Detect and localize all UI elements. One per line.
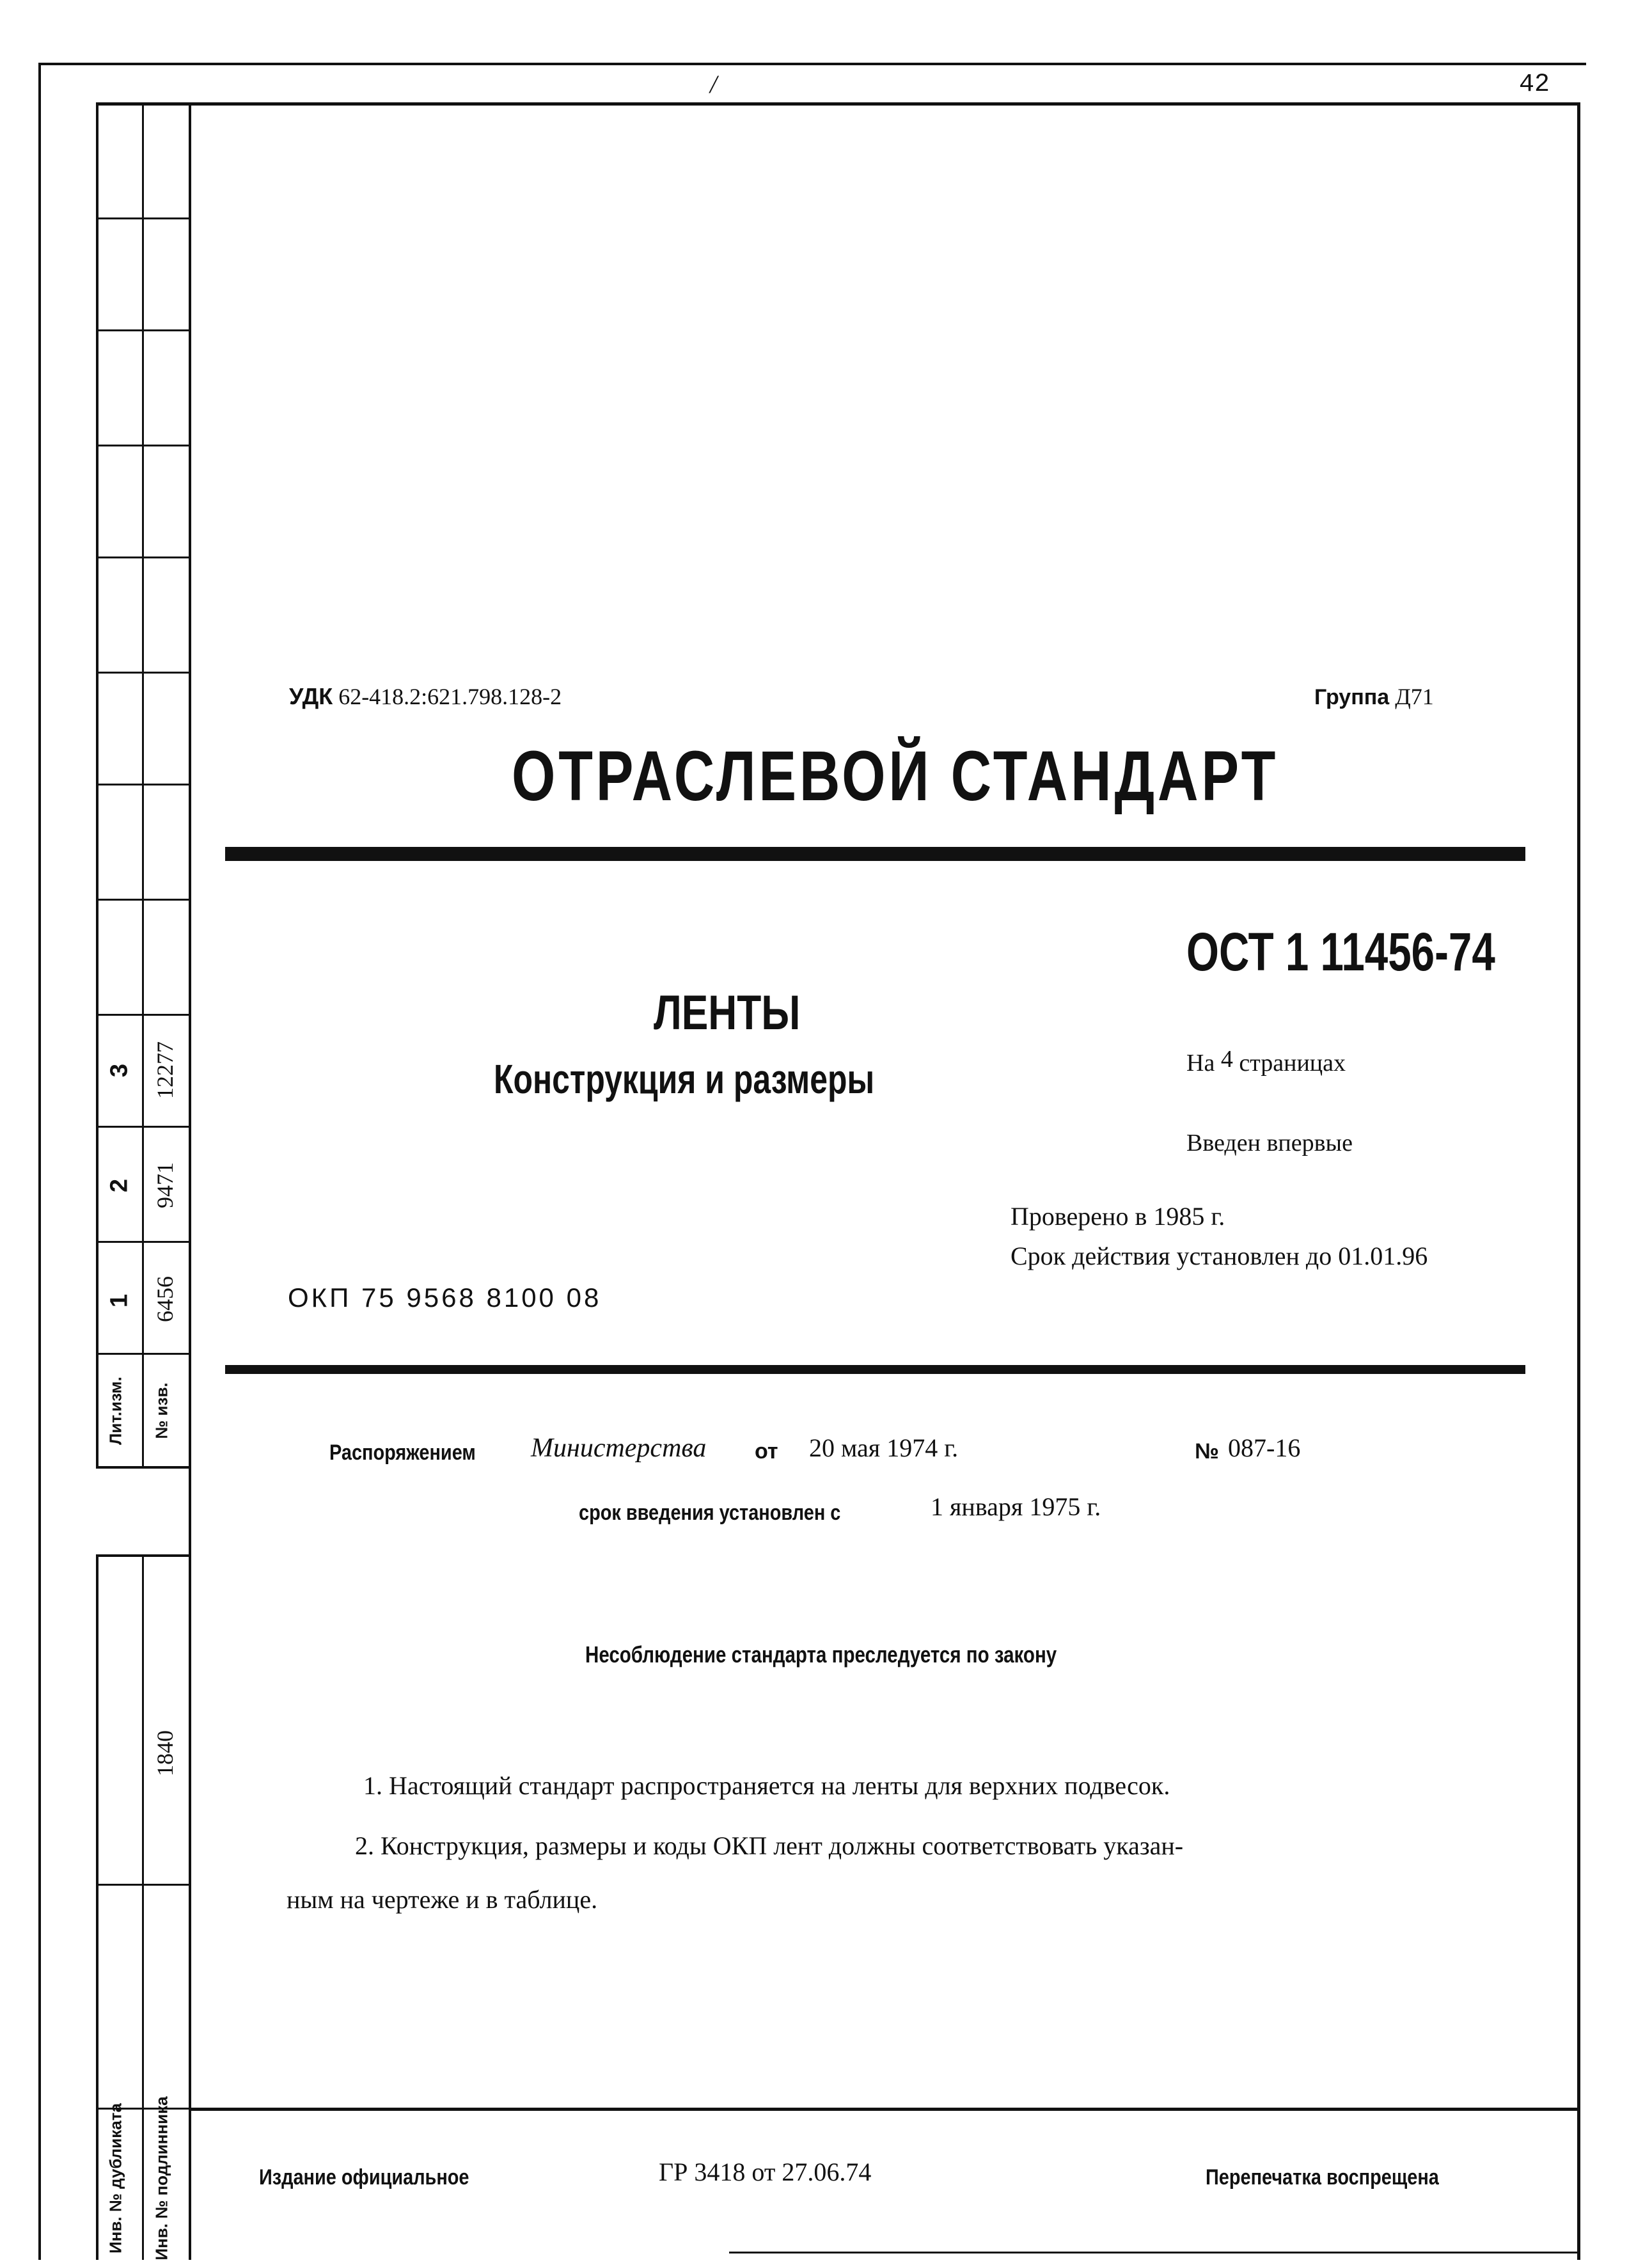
side-grid-line [96,556,191,558]
pages-prefix: На [1186,1050,1215,1077]
side-grid-line [96,1241,191,1243]
side-grid-line [96,1126,191,1128]
side-grid-line [96,217,191,219]
side-grid-line [96,329,191,331]
side-number-3: 12277 [152,1041,178,1099]
order-label: Распоряжением [329,1440,476,1465]
title-subtitle: Конструкция и размеры [494,1056,875,1102]
standard-title: ОТРАСЛЕВОЙ СТАНДАРТ [512,737,1279,816]
side-label-lit: Лит.изм. [106,1377,125,1445]
frame-top-outer [38,63,1586,65]
udk-value: 62-418.2:621.798.128-2 [338,684,562,709]
bottom-stub-line [729,2252,1580,2253]
side-lower-top [96,1554,191,1557]
side-grid-line [96,784,191,785]
okp: ОКП 75 9568 8100 08 [288,1282,602,1313]
pages-num: 4 [1220,1046,1233,1073]
side-grid-line [96,1884,191,1886]
page-number: 42 [1519,70,1550,99]
side-grid-line [96,445,191,446]
side-number-2: 9471 [152,1162,178,1208]
paragraph-2-line2: ным на чертеже и в таблице. [287,1885,598,1914]
footer-edition: Издание официальное [259,2165,469,2190]
side-dup-value: 1840 [152,1730,178,1776]
footer-gr: ГР 3418 от 27.06.74 [659,2158,872,2186]
frame-right [1577,102,1580,2260]
pages-line [1186,1046,1346,1077]
side-col-mid-lower [142,1554,144,2260]
side-grid-line [96,1466,191,1469]
thick-rule-top [225,847,1525,861]
pages-suffix: страницах [1239,1050,1346,1077]
frame-top-inner [96,102,1580,106]
footer-reprint: Перепечатка воспрещена [1206,2165,1439,2190]
group-line [1314,683,1434,710]
order-ministry: Министерства [531,1433,707,1463]
designation: ОСТ 1 11456-74 [1186,922,1495,982]
checked: Проверено в 1985 г. [1011,1202,1225,1231]
side-change-2: 2 [106,1178,133,1193]
side-label-num: № изв. [152,1382,171,1439]
order-from-label: от [755,1439,778,1464]
side-label-inv-orig: Инв. № подлинника [152,2096,171,2261]
order-date: 20 мая 1974 г. [809,1433,959,1462]
top-mark: / [710,70,718,99]
paragraph-2-line1: 2. Конструкция, размеры и коды ОКП лент должны соответствовать указан- [355,1831,1184,1860]
frame-left-inner [189,102,191,2260]
paragraph-1: 1. Настоящий стандарт распространяется на ленты для верхних подвесок. [363,1771,1170,1800]
term-label: срок введения установлен с [579,1501,841,1525]
title-main: ЛЕНТЫ [654,986,801,1040]
validity: Срок действия установлен до 01.01.96 [1011,1242,1428,1270]
group-label: Группа [1314,685,1390,709]
group-value: Д71 [1395,684,1434,709]
udk-label: УДК [289,683,333,709]
introduced: Введен впервые [1186,1130,1353,1156]
side-grid-line [96,672,191,674]
footer-divider [189,2108,1580,2111]
side-change-3: 3 [106,1063,133,1078]
side-grid-line [96,1353,191,1355]
side-grid-line [96,899,191,901]
order-number-label: № [1195,1439,1219,1464]
thick-rule-bottom [225,1365,1525,1374]
frame-left-outer [38,63,41,2260]
order-number: 087-16 [1228,1433,1301,1462]
side-change-1: 1 [106,1293,133,1308]
side-number-1: 6456 [152,1276,178,1322]
udk-line [289,683,562,710]
side-col-left-lower [96,1554,98,2260]
term-date: 1 января 1975 г. [931,1492,1101,1521]
warning: Несоблюдение стандарта преследуется по закону [585,1641,1057,1668]
side-label-inv-dup: Инв. № дубликата [106,2103,125,2253]
